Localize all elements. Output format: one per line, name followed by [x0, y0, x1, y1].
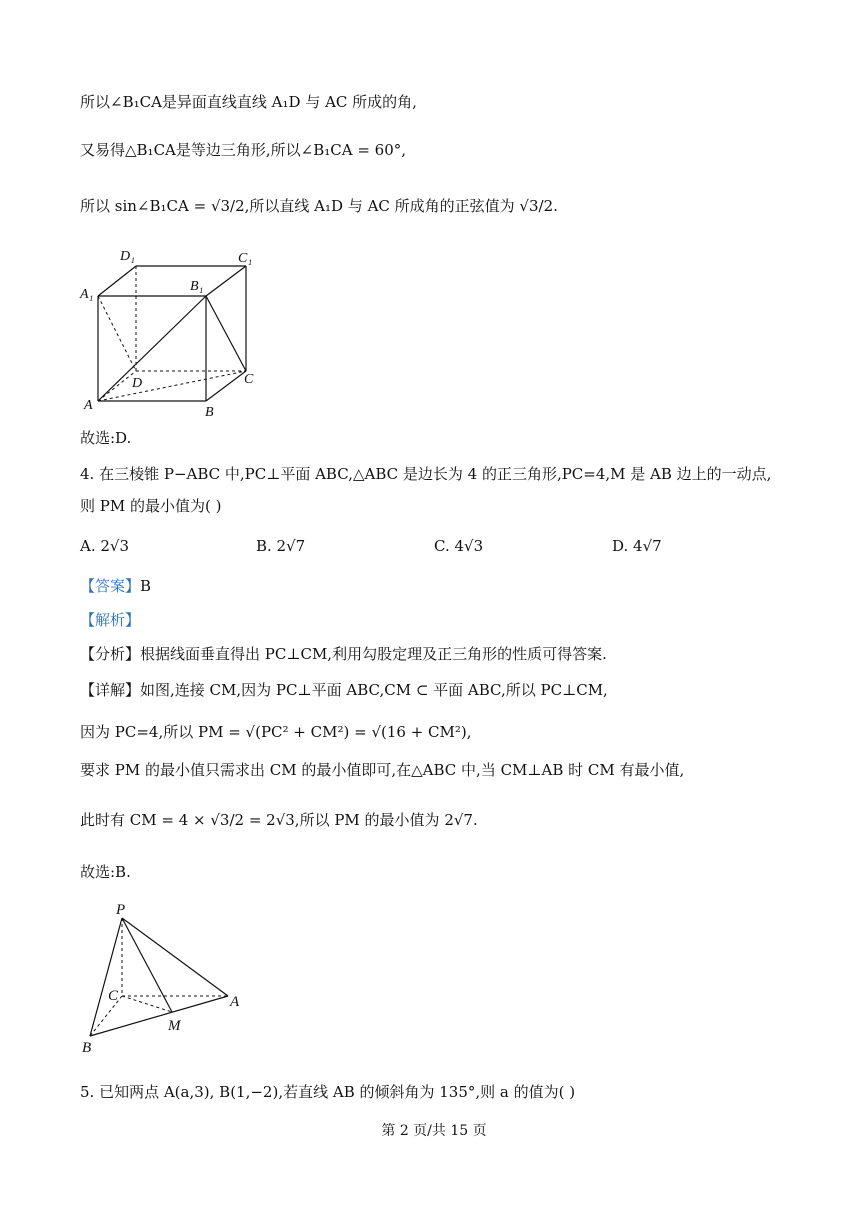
q4-option-c: C. 4√3 [434, 537, 484, 555]
q3-line1: 所以∠B₁CA是异面直线直线 A₁D 与 AC 所成的角, [80, 93, 417, 111]
q4-stem-line1: 4. 在三棱锥 P−ABC 中,PC⊥平面 ABC,△ABC 是边长为 4 的正三角形,PC=4,M 是 AB 边上的一动点, [80, 465, 772, 483]
fenxi-tag: 【分析】 [80, 645, 141, 663]
q4-choice: 故选:B. [80, 863, 131, 881]
detail-text: 如图,连接 CM,因为 PC⊥平面 ABC,CM ⊂ 平面 ABC,所以 PC⊥CM, [140, 681, 608, 699]
q4-stem-line2: 则 PM 的最小值为( ) [80, 497, 222, 515]
answer-tag: 【答案】 [80, 577, 141, 595]
label-C1: C₁ [238, 251, 253, 266]
q4-option-a: A. 2√3 [80, 537, 130, 555]
q4-answer [80, 576, 151, 596]
q5-stem: 5. 已知两点 A(a,3), B(1,−2),若直线 AB 的倾斜角为 135°,则 a 的值为( ) [80, 1083, 576, 1101]
tetrahedron-figure [78, 896, 258, 1061]
q4-cm-value: 此时有 CM = 4 × √3/2 = 2√3,所以 PM 的最小值为 2√7. [80, 811, 478, 829]
q4-option-d: D. 4√7 [612, 537, 662, 555]
label-C: C [108, 988, 119, 1004]
label-D: D [132, 376, 143, 391]
q3-choice: 故选:D. [80, 429, 132, 447]
analysis-tag: 【解析】 [80, 611, 141, 629]
label-B: B [205, 405, 214, 419]
q3-line2: 又易得△B₁CA是等边三角形,所以∠B₁CA = 60°, [80, 141, 407, 159]
label-A: A [230, 994, 240, 1010]
q4-option-b: B. 2√7 [256, 537, 306, 555]
q4-pm-formula: 因为 PC=4,所以 PM = √(PC² + CM²) = √(16 + CM²), [80, 723, 472, 741]
answer-value: B [140, 577, 152, 595]
detail-tag: 【详解】 [80, 681, 141, 699]
fenxi-text: 根据线面垂直得出 PC⊥CM,利用勾股定理及正三角形的性质可得答案. [140, 645, 607, 663]
label-D1: D₁ [120, 249, 135, 264]
q4-fenxi [80, 644, 607, 664]
label-P: P [116, 902, 126, 918]
q3-line3: 所以 sin∠B₁CA = √3/2,所以直线 A₁D 与 AC 所成角的正弦值为 √3/2. [80, 197, 558, 215]
label-A: A [84, 398, 93, 413]
q4-min-condition: 要求 PM 的最小值只需求出 CM 的最小值即可,在△ABC 中,当 CM⊥AB 时 CM 有最小值, [80, 761, 685, 779]
cube-figure [78, 244, 268, 419]
q4-analysis [80, 610, 140, 630]
label-B: B [82, 1040, 92, 1056]
label-B1: B₁ [190, 279, 204, 294]
page-footer: 第 2 页/共 15 页 [381, 1123, 487, 1139]
label-A1: A₁ [80, 287, 94, 302]
label-M: M [168, 1018, 181, 1034]
label-C: C [244, 372, 254, 387]
q4-detail [80, 680, 608, 700]
